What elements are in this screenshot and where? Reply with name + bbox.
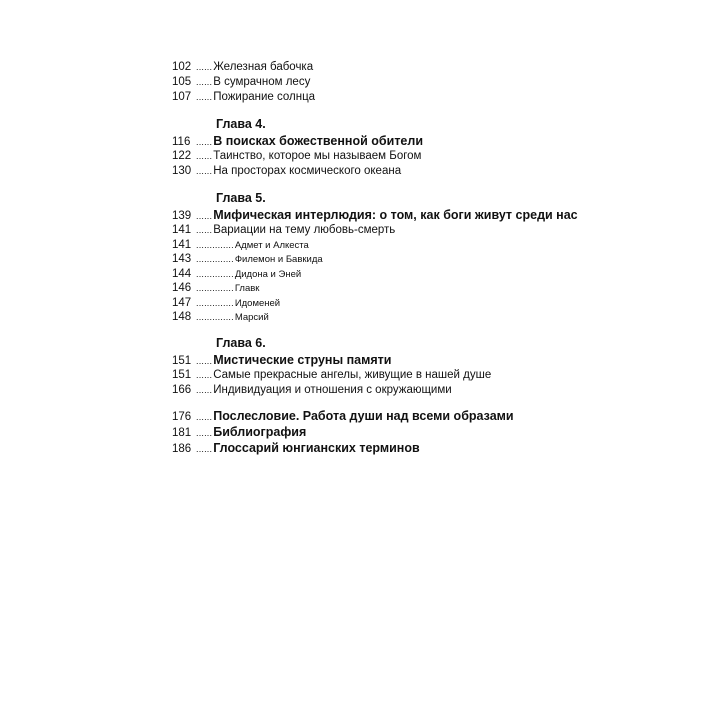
page-number: 141 [172,224,192,236]
dot-leader: ...... [196,137,213,147]
toc-entry [172,164,692,179]
entry-title: Послесловие. Работа души над всеми образами [213,409,514,424]
entry-title: Главк [234,283,260,295]
toc-subentry [172,238,692,252]
chapter-heading: Глава 5. [216,191,266,205]
entry-title: Самые прекрасные ангелы, живущие в нашей душе [213,369,492,382]
page-number: 147 [172,296,192,309]
toc-section [172,408,692,456]
page-number: 186 [172,443,192,456]
entry-title: В поисках божественной обители [213,134,424,148]
page-number: 116 [172,136,191,148]
page-number: 151 [172,355,192,368]
page-number: 144 [172,267,192,280]
entry-title: Пожирание солнца [213,91,316,103]
dot-leader: ...... [196,444,213,455]
entry-title: Идоменей [234,297,281,309]
toc-subentry [172,296,692,310]
page-number: 166 [172,384,192,397]
toc-entry [172,440,692,456]
dot-leader: ...... [196,370,213,381]
toc-subentry [172,252,692,266]
toc-subentry [172,281,692,295]
page-number: 181 [172,427,192,440]
entry-title: Вариации на тему любовь-смерть [213,224,396,236]
chapter-heading: Глава 6. [216,336,266,351]
dot-leader: ...... [196,412,213,423]
toc-entry [172,408,692,424]
dot-leader: ...... [196,151,213,161]
entry-title: Адмет и Алкеста [234,240,309,251]
section-gap [172,398,692,408]
dot-leader: ...... [196,225,213,235]
dot-leader: .............. [196,311,234,322]
section-gap [172,324,692,334]
page-number: 122 [172,150,192,162]
dot-leader: ...... [196,356,213,367]
page-number: 130 [172,165,192,177]
toc-entry [172,149,692,164]
page-number: 146 [172,282,192,295]
dot-leader: ...... [196,211,213,221]
entry-title: Библиография [213,425,307,440]
toc-section [172,334,692,398]
entry-title: Мистические струны памяти [213,353,392,368]
dot-leader: ...... [196,62,213,72]
dot-leader: .............. [196,254,234,265]
page-number: 151 [172,369,192,382]
entry-title: Мифическая интерлюдия: о том, как боги живут среди нас [213,208,578,222]
dot-leader: ...... [196,92,213,102]
entry-title: Филемон и Бавкида [234,254,323,266]
toc-entry [172,424,692,440]
toc-entry [172,223,692,238]
entry-title: Железная бабочка [213,61,314,73]
table-of-contents [172,60,692,456]
entry-title: Дидона и Эней [234,268,302,280]
toc-entry [172,90,692,105]
page-number: 105 [172,76,192,88]
dot-leader: .............. [196,283,234,294]
dot-leader: .............. [196,268,234,279]
entry-title: Таинство, которое мы называем Богом [213,150,422,162]
entry-title: Индивидуация и отношения с окружающими [213,384,452,397]
chapter-heading: Глава 4. [216,117,266,131]
dot-leader: ...... [196,166,213,176]
entry-title: Марсий [234,311,269,323]
toc-entry [172,60,692,75]
entry-title: Глоссарий юнгианских терминов [213,441,420,456]
toc-section [172,115,692,179]
dot-leader: ...... [196,77,213,87]
page-number: 141 [172,239,192,251]
dot-leader: .............. [196,240,234,250]
toc-entry [172,207,692,223]
dot-leader: ...... [196,385,213,396]
toc-subentry [172,267,692,281]
page-number: 143 [172,253,192,266]
page-number: 102 [172,61,192,73]
section-gap [172,179,692,189]
section-gap [172,105,692,115]
page-number: 107 [172,91,192,103]
toc-section [172,189,692,324]
toc-entry [172,383,692,398]
entry-title: В сумрачном лесу [213,76,311,88]
page-number: 148 [172,310,192,323]
toc-entry [172,368,692,383]
dot-leader: ...... [196,428,213,439]
toc-entry [172,75,692,90]
toc-subentry [172,310,692,324]
entry-title: На просторах космического океана [213,165,402,177]
toc-entry [172,352,692,368]
dot-leader: .............. [196,297,234,308]
page-number: 176 [172,411,192,424]
toc-entry [172,133,692,149]
page-number: 139 [172,210,192,222]
toc-section [172,60,692,105]
